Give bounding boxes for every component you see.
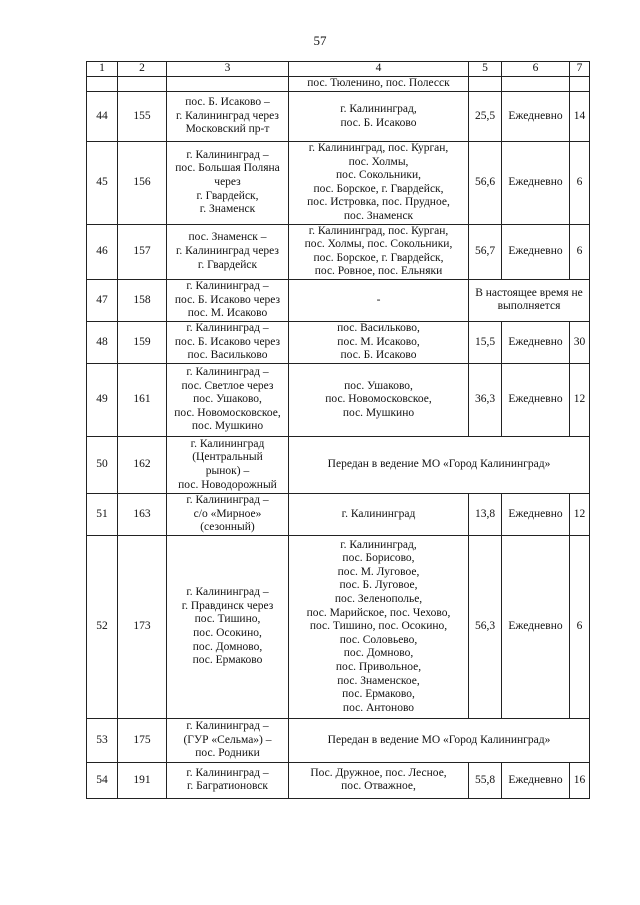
length-km-cell: 55,8 <box>469 762 502 798</box>
cell-line: пос. Ушаково, <box>344 379 413 392</box>
cell-line: пос. Васильково, <box>337 322 420 335</box>
cell-line: пос. Соловьево, <box>339 633 418 646</box>
cell-line: пос. Новомосковское, <box>325 393 432 406</box>
page-number: 57 <box>313 33 327 48</box>
cell-line: В настоящее время не <box>475 286 583 299</box>
cell-line: пос. М. Луговое, <box>337 565 420 578</box>
row-number-cell: 48 <box>87 321 118 363</box>
status-note-cell <box>469 279 590 321</box>
cell-line: пос. Б. Исаково через <box>174 335 281 348</box>
header-row <box>87 62 590 77</box>
cell-line: (сезонный) <box>200 521 255 534</box>
transfer-note-cell: Передан в ведение МО «Город Калининград» <box>289 436 590 493</box>
empty-cell <box>167 77 289 92</box>
cell-line: г. Калининград <box>341 507 416 520</box>
cell-line: пос. Привольное, <box>335 660 422 673</box>
cell-line: г. Калининград через <box>176 109 279 122</box>
cell-line: с/о «Мирное» <box>193 507 262 520</box>
cell-line: пос. Знаменское, <box>337 674 420 687</box>
cell-line: пос. Б. Исаково <box>340 349 417 362</box>
cell-line: пос. Б. Луговое, <box>339 579 418 592</box>
route-number-cell: 159 <box>118 321 167 363</box>
stops-cell <box>289 321 469 363</box>
cell-line: г. Знаменск <box>199 203 256 216</box>
cell-line: пос. Борисово, <box>342 552 415 565</box>
stops-cell <box>289 363 469 436</box>
routes-table-body <box>87 62 590 799</box>
table-row <box>87 493 590 535</box>
cell-line: пос. Тишино, <box>194 613 261 626</box>
row-number-cell: 51 <box>87 493 118 535</box>
route-path-cell <box>167 363 289 436</box>
trips-cell: 16 <box>570 762 590 798</box>
empty-cell <box>502 77 570 92</box>
route-number-cell: 191 <box>118 762 167 798</box>
cell-line: пос. Знаменск – <box>188 231 267 244</box>
table-row <box>87 363 590 436</box>
cell-line: г. Калининград – <box>186 766 269 779</box>
trips-cell: 30 <box>570 321 590 363</box>
row-number-cell: 52 <box>87 535 118 718</box>
cell-line: Московский пр-т <box>185 123 270 136</box>
route-path-cell <box>167 279 289 321</box>
cell-line: г. Калининград через <box>176 244 279 257</box>
route-path-cell <box>167 92 289 142</box>
cell-line: пос. Холмы, <box>348 155 409 168</box>
route-number-cell: 157 <box>118 224 167 279</box>
trips-cell: 6 <box>570 535 590 718</box>
schedule-cell: Ежедневно <box>502 363 570 436</box>
cell-line: пос. Ермаково, <box>342 688 415 701</box>
cell-line: пос. Ермаково <box>192 654 263 667</box>
cell-line: г. Калининград – <box>186 322 269 335</box>
route-path-cell <box>167 224 289 279</box>
cell-line: пос. Борское, г. Гвардейск, <box>313 182 444 195</box>
length-km-cell: 56,7 <box>469 224 502 279</box>
cell-line: пос. М. Исаково, <box>337 335 420 348</box>
row-number-cell: 54 <box>87 762 118 798</box>
header-cell: 5 <box>469 62 502 77</box>
cell-line: пос. Борское, г. Гвардейск, <box>313 251 444 264</box>
cell-line: пос. Мушкино <box>342 406 415 419</box>
stops-cell <box>289 142 469 225</box>
route-path-cell <box>167 142 289 225</box>
cell-line: пос. Отважное, <box>341 780 416 793</box>
cell-line: (ГУР «Сельма») – <box>183 733 272 746</box>
length-km-cell: 25,5 <box>469 92 502 142</box>
row-number-cell: 50 <box>87 436 118 493</box>
continuation-row <box>87 77 590 92</box>
table-row <box>87 718 590 762</box>
schedule-cell: Ежедневно <box>502 321 570 363</box>
cell-line: пос. Ушаково, <box>193 393 262 406</box>
trips-cell: 6 <box>570 142 590 225</box>
cell-line: пос. Ровное, пос. Ельняки <box>314 265 443 278</box>
route-number-cell: 163 <box>118 493 167 535</box>
cell-line: пос. Светлое через <box>181 379 274 392</box>
cell-line: пос. Холмы, пос. Сокольники, <box>304 238 453 251</box>
cell-line: г. Калининград, пос. Курган, <box>308 142 449 154</box>
row-number-cell: 44 <box>87 92 118 142</box>
cell-line: пос. Домново, <box>192 640 263 653</box>
cell-line: Пос. Дружное, пос. Лесное, <box>310 766 447 779</box>
cell-line: пос. Осокино, <box>193 626 262 639</box>
cell-line: пос. М. Исаково <box>187 307 268 320</box>
cell-line: г. Калининград – <box>186 365 269 378</box>
length-km-cell: 13,8 <box>469 493 502 535</box>
cell-line: пос. Сокольники, <box>336 169 421 182</box>
cell-line: г. Гвардейск <box>197 258 258 271</box>
stops-cell <box>289 279 469 321</box>
stops-cell: пос. Тюленино, пос. Полесск <box>289 77 469 92</box>
cell-line: г. Калининград – <box>186 586 269 599</box>
header-cell: 3 <box>167 62 289 77</box>
cell-line: пос. Новодорожный <box>178 478 277 491</box>
stops-cell <box>289 92 469 142</box>
stops-cell <box>289 224 469 279</box>
schedule-cell: Ежедневно <box>502 762 570 798</box>
length-km-cell: 36,3 <box>469 363 502 436</box>
route-number-cell: 162 <box>118 436 167 493</box>
cell-line: - <box>376 293 381 306</box>
transfer-note-cell: Передан в ведение МО «Город Калининград» <box>289 718 590 762</box>
row-number-cell: 45 <box>87 142 118 225</box>
cell-line: (Центральный <box>192 451 263 464</box>
trips-cell: 6 <box>570 224 590 279</box>
route-number-cell: 173 <box>118 535 167 718</box>
schedule-cell: Ежедневно <box>502 224 570 279</box>
cell-line: г. Калининград, <box>340 538 417 551</box>
header-cell: 4 <box>289 62 469 77</box>
table-row <box>87 279 590 321</box>
route-number-cell: 158 <box>118 279 167 321</box>
empty-cell <box>87 77 118 92</box>
cell-line: г. Калининград, <box>340 102 417 115</box>
row-number-cell: 46 <box>87 224 118 279</box>
header-cell: 2 <box>118 62 167 77</box>
cell-line: г. Правдинск через <box>181 599 274 612</box>
empty-cell <box>118 77 167 92</box>
cell-line: г. Калининград – <box>186 148 269 161</box>
route-number-cell: 156 <box>118 142 167 225</box>
header-cell: 1 <box>87 62 118 77</box>
header-cell: 6 <box>502 62 570 77</box>
cell-line: г. Калининград <box>190 437 265 450</box>
table-row <box>87 224 590 279</box>
cell-line: пос. Знаменск <box>343 209 414 222</box>
stops-cell <box>289 762 469 798</box>
trips-cell: 12 <box>570 363 590 436</box>
table-row <box>87 762 590 798</box>
route-path-cell <box>167 493 289 535</box>
header-cell: 7 <box>570 62 590 77</box>
route-path-cell <box>167 436 289 493</box>
routes-table <box>86 61 590 799</box>
table-row <box>87 142 590 225</box>
route-path-cell <box>167 535 289 718</box>
cell-line: пос. Родники <box>195 747 260 760</box>
cell-line: г. Калининград, пос. Курган, <box>308 224 449 237</box>
empty-cell <box>469 77 502 92</box>
cell-line: пос. Антоново <box>342 701 415 714</box>
cell-line: г. Калининград – <box>186 494 269 507</box>
length-km-cell: 15,5 <box>469 321 502 363</box>
cell-line: пос. Истровка, пос. Прудное, <box>307 196 450 209</box>
schedule-cell: Ежедневно <box>502 142 570 225</box>
cell-line: пос. Мушкино <box>191 420 264 433</box>
cell-line: пос. Б. Исаково – <box>185 96 270 109</box>
schedule-cell: Ежедневно <box>502 92 570 142</box>
route-number-cell: 161 <box>118 363 167 436</box>
stops-cell <box>289 535 469 718</box>
cell-line: пос. Б. Исаково через <box>174 293 281 306</box>
stops-cell <box>289 493 469 535</box>
cell-line: пос. Б. Исаково <box>340 116 417 129</box>
length-km-cell: 56,3 <box>469 535 502 718</box>
length-km-cell: 56,6 <box>469 142 502 225</box>
cell-line: пос. Васильково <box>187 349 268 362</box>
trips-cell: 12 <box>570 493 590 535</box>
cell-line: г. Калининград – <box>186 720 269 733</box>
cell-line: пос. Домново, <box>343 647 414 660</box>
schedule-cell: Ежедневно <box>502 493 570 535</box>
table-row <box>87 436 590 493</box>
route-number-cell: 175 <box>118 718 167 762</box>
route-number-cell: 155 <box>118 92 167 142</box>
schedule-cell: Ежедневно <box>502 535 570 718</box>
cell-line: через <box>214 175 241 188</box>
cell-line: пос. Марийское, пос. Чехово, <box>306 606 451 619</box>
empty-cell <box>570 77 590 92</box>
table-row <box>87 92 590 142</box>
cell-line: г. Калининград – <box>186 280 269 293</box>
route-path-cell <box>167 762 289 798</box>
cell-line: г. Гвардейск, <box>196 189 259 202</box>
route-path-cell <box>167 321 289 363</box>
row-number-cell: 49 <box>87 363 118 436</box>
cell-line: выполняется <box>497 300 561 313</box>
cell-line: пос. Большая Поляна <box>175 162 280 175</box>
cell-line: рынок) – <box>205 464 250 477</box>
trips-cell: 14 <box>570 92 590 142</box>
cell-line: пос. Зеленополье, <box>334 592 423 605</box>
row-number-cell: 47 <box>87 279 118 321</box>
table-row <box>87 535 590 718</box>
route-path-cell <box>167 718 289 762</box>
cell-line: г. Багратионовск <box>186 780 269 793</box>
cell-line: пос. Тишино, пос. Осокино, <box>309 620 448 633</box>
cell-line: пос. Новомосковское, <box>174 406 281 419</box>
row-number-cell: 53 <box>87 718 118 762</box>
table-row <box>87 321 590 363</box>
